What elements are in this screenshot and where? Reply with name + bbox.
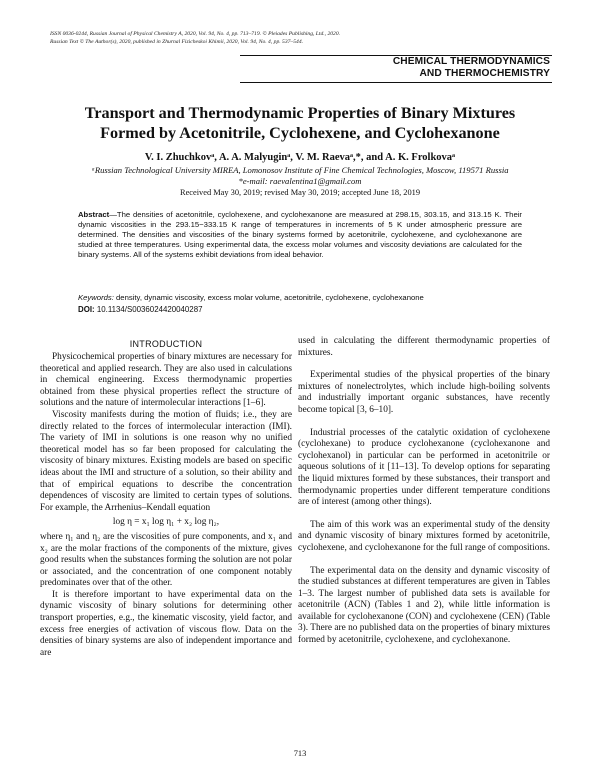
keywords (78, 293, 522, 303)
section-rule-bottom (240, 82, 552, 83)
journal-citation (50, 30, 340, 46)
article-title (40, 103, 560, 143)
section-heading (190, 56, 550, 80)
paragraph: It is therefore important to have experimental data on the dynamic viscosity of binary solutions for determining other transport properties, e.g., the kinematic viscosity, yield factor, and excess free energies of activation of viscous flow. Data on the densities of binary systems are also of independent importance and are (40, 589, 292, 658)
abstract (78, 210, 522, 260)
right-column (298, 336, 550, 647)
paragraph: The aim of this work was an experimental study of the density and dynamic viscosity of binary mixtures formed by acetonitrile, cyclohexene, and cyclohexanone for the full range of compositions. (298, 519, 550, 553)
keywords-text: density, dynamic viscosity, excess molar volume, acetonitrile, cyclohexene, cyclohexanone (116, 293, 424, 302)
page-number: 713 (293, 749, 307, 758)
equation-arrhenius-kendall: log η = x₁ log η₁ + x₂ log η₂, (112, 517, 220, 528)
affiliation: ᵃRussian Technological University MIREA, Lomonosov Institute of Fine Chemical Technologies, Moscow, 119571 Russia (91, 165, 509, 175)
paragraph: Industrial processes of the catalytic oxidation of cyclohexene (cyclohexane) to produce cyclohexanone (cyclohexanone and cyclohexanol) in particular can be performed in acetonitrile or aqueous solutions of it [11–13]. To develop options for separating the liquid mixtures formed by these substances, their transport and thermodynamic properties under different temperature conditions are of interest (among other things). (298, 427, 550, 508)
abstract-label: Abstract (78, 210, 110, 219)
paragraph: Physicochemical properties of binary mixtures are necessary for theoretical and applied research. They are also used in calculations in chemical engineering. Excess thermodynamic properties obtained from these physical properties reflect the structure of solutions and the nature of intermolecular interactions [1–6]. (40, 352, 292, 409)
section-heading-introduction: INTRODUCTION (129, 339, 203, 349)
paragraph: Experimental studies of the physical properties of the binary mixtures of nonelectrolytes, which include high-boiling solvents and industrially important organic substances, have recently become topical [3, 6–10]. (298, 370, 550, 415)
title-line-2: Formed by Acetonitrile, Cyclohexene, and Cyclohexanone (100, 124, 500, 142)
doi-label: DOI: (78, 305, 95, 314)
issn-line-2: Russian Text © The Author(s), 2020, published in Zhurnal Fizicheskoi Khimii, 2020, Vol. 94, No. 4, pp. 537–544. (50, 39, 304, 45)
doi-value[interactable]: 10.1134/S0036024420040287 (96, 305, 203, 314)
left-column (40, 352, 292, 659)
paragraph: used in calculating the different thermodynamic properties of mixtures. (298, 336, 550, 358)
paragraph: The experimental data on the density and dynamic viscosity of the studied substances at different temperatures are given in Tables 1–3. The largest number of published data sets is available for acetonitrile (ACN) (Tables 1 and 2), while little information is available for cyclohexanone (CON) and cyclohexene (CEN) (Table 3). There are no published data on the properties of binary mixtures formed by acetonitrile, cyclohexene, and cyclohexanone. (298, 565, 550, 646)
section-line-2: AND THERMOCHEMISTRY (419, 68, 550, 79)
abstract-text: —The densities of acetonitrile, cyclohexene, and cyclohexanone are measured at 298.15, 303.15, and 313.15 K. Their dynamic viscosities in the 293.15−333.15 K range of temperatures in increments of 5 K under atmospheric pressure are determined. The densities and viscosities of the binary systems formed by acetonitrile, cyclohexene, and cyclohexanone are studied at three temperatures. Using experimental data, the excess molar volumes and viscosity deviations are calculated for the binary systems. All of the systems exhibit deviations from ideal behavior. (78, 210, 522, 260)
received-dates: Received May 30, 2019; revised May 30, 2019; accepted June 18, 2019 (179, 188, 421, 197)
author-list: V. I. Zhuchkovᵃ, A. A. Malyuginᵃ, V. M. Raevaᵃ,*, and A. K. Frolkovaᵃ (144, 152, 456, 163)
section-line-1: CHEMICAL THERMODYNAMICS (392, 56, 550, 67)
doi (78, 305, 522, 315)
title-line-1: Transport and Thermodynamic Properties of Binary Mixtures (84, 104, 516, 122)
issn-line-1: ISSN 0036-0244, Russian Journal of Physical Chemistry A, 2020, Vol. 94, No. 4, pp. 713–719. © Pleiades Publishing, Ltd., 2020. (50, 31, 341, 37)
corresponding-email: *e-mail: raevalentina1@gmail.com (238, 176, 362, 186)
paragraph: where η₁ and η₂ are the viscosities of pure components, and x₁ and x₂ are the molar fractions of the components of the mixture, gives good results when the substances forming the solution are not polar or associated, and the concentration of one component notably predominates over that of the other. (40, 531, 292, 589)
keywords-label: Keywords: (78, 293, 114, 302)
paragraph: Viscosity manifests during the motion of fluids; i.e., they are directly related to the forces of intermolecular interaction (IMI). The variety of IMI in solutions is one reason why no unified theoretical model has so far been proposed for calculating the viscosity of binary mixtures. Existing models are based on specific ideas about the IMI and structure of a solution, so their ability and that of empirical equations to describe the concentration dependences of viscosity are limited to certain types of solutions. For example, the Arrhenius–Kendall equation (40, 409, 292, 513)
